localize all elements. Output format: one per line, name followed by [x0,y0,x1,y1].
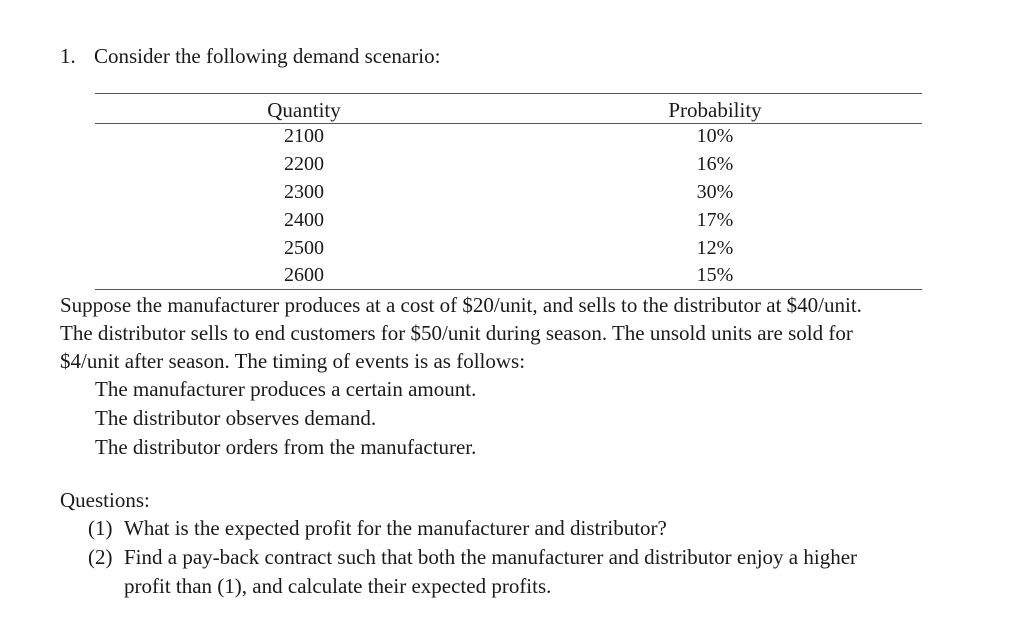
table-cell-probability: 17% [696,209,734,231]
table-cell-probability: 16% [696,153,734,175]
question-item [88,516,667,541]
table-header-probability: Probability [668,98,762,122]
question-item-text: Find a pay-back contract such that both the manufacturer and distributor enjoy a higher [124,545,858,569]
table-cell-probability: 30% [696,181,734,203]
table-cell-quantity: 2100 [284,125,324,147]
table-header-rule [95,123,922,124]
question-item-continuation: profit than (1), and calculate their expected profits. [124,574,552,598]
table-bottom-rule [95,289,922,290]
questions-label: Questions: [60,488,150,512]
table-top-rule [95,93,922,94]
timeline-step: The manufacturer produces a certain amount. [95,377,477,401]
question-item-text: What is the expected profit for the manufacturer and distributor? [124,516,667,540]
table-cell-quantity: 2300 [284,181,324,203]
paragraph-line: Suppose the manufacturer produces at a cost of $20/unit, and sells to the distributor at $40/unit. [60,293,862,317]
paragraph-line: $4/unit after season. The timing of events is as follows: [60,349,526,373]
table-cell-quantity: 2600 [284,264,324,286]
question-number: 1. [60,44,76,68]
table-cell-probability: 12% [696,237,734,259]
table-header-quantity: Quantity [267,98,341,122]
question-item [88,545,857,570]
question-heading [60,44,440,69]
table-cell-quantity: 2500 [284,237,324,259]
question-item-number: (2) [88,545,113,569]
table-cell-quantity: 2200 [284,153,324,175]
question-heading-text: Consider the following demand scenario: [94,44,441,68]
timeline-step: The distributor orders from the manufacturer. [95,435,477,459]
question-item-number: (1) [88,516,113,540]
timeline-step: The distributor observes demand. [95,406,377,430]
table-cell-probability: 15% [696,264,734,286]
table-cell-quantity: 2400 [284,209,324,231]
paragraph-line: The distributor sells to end customers for $50/unit during season. The unsold units are sold for [60,321,853,345]
table-cell-probability: 10% [696,125,734,147]
